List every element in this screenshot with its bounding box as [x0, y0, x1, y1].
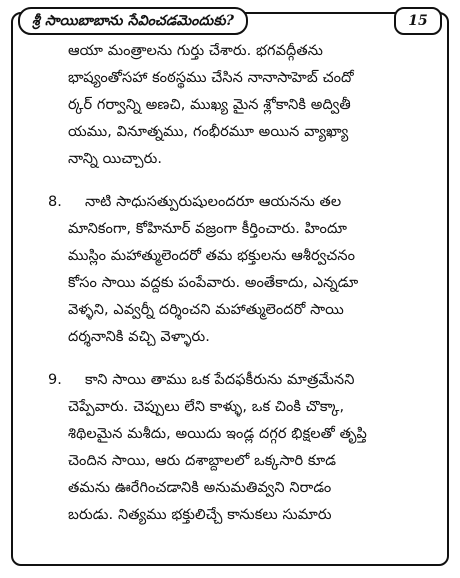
text-line: చెప్పేవారు. చెప్పులు లేని కాళ్ళు, ఒక చింకి చొక్కా, — [68, 399, 345, 415]
text-line: నాటి సాధుసత్పురుషులందరూ ఆయనను తల — [85, 194, 342, 210]
text-line: బరుడు. నిత్యము భక్తులిచ్చే కానుకలు సుమారు — [68, 507, 332, 523]
paragraph-number: 8. — [48, 194, 62, 210]
text-line: తమను ఊరేగించడానికి అనుమతివ్వని నిరాడం — [68, 480, 332, 496]
text-line: శిథిలమైన మశీదు, అయిదు ఇండ్ల దగ్గర భిక్షలతో తృప్తి — [68, 426, 367, 442]
text-line: చెందిన సాయి, ఆరు దశాబ్దాలలో ఒక్కసారి కూడ — [68, 453, 337, 469]
text-line: కోసం సాయి వద్దకు పంపేవారు. అంతేకాదు, ఎన్నడూ — [68, 275, 359, 291]
text-line: మానికంగా, కోహినూర్ వజ్రంగా కీర్తించారు. హిందూ — [68, 221, 347, 237]
text-line: భాష్యంతోసహా కంఠస్థము చేసిన నానాసాహెబ్ చందో — [68, 70, 354, 86]
body-text — [30, 38, 430, 529]
page-number: 15 — [394, 7, 442, 35]
text-line: దర్శనానికి వచ్చి వెళ్ళారు. — [68, 329, 210, 345]
text-line: వెళ్ళని, ఎవ్వర్నీ దర్శించని మహాత్ములెందరో సాయి — [68, 302, 344, 318]
text-line: నాన్ని యిచ్చారు. — [68, 151, 163, 167]
text-line: ర్కర్ గర్వాన్ని అణచి, ముఖ్య మైన శ్లోకానికి అద్వితీ — [68, 97, 351, 113]
page-header — [18, 7, 442, 35]
text-line: యము, వినూత్నము, గంభీరమూ అయిన వ్యాఖ్యా — [68, 124, 349, 140]
running-title: శ్రీ సాయిబాబాను సేవించడమెందుకు? — [18, 7, 248, 35]
paragraph — [30, 367, 430, 529]
text-line: ముస్లిం మహాత్ములెందరో తమ భక్తులను ఆశీర్వచనం — [68, 248, 356, 264]
paragraph — [30, 189, 430, 351]
text-line: కాని సాయి తాము ఒక పేదఫకీరును మాత్రమేనని — [85, 372, 355, 388]
paragraph — [30, 38, 430, 173]
text-line: ఆయా మంత్రాలను గుర్తు చేశారు. భగవద్గీతను — [68, 43, 323, 59]
paragraph-number: 9. — [48, 372, 62, 388]
